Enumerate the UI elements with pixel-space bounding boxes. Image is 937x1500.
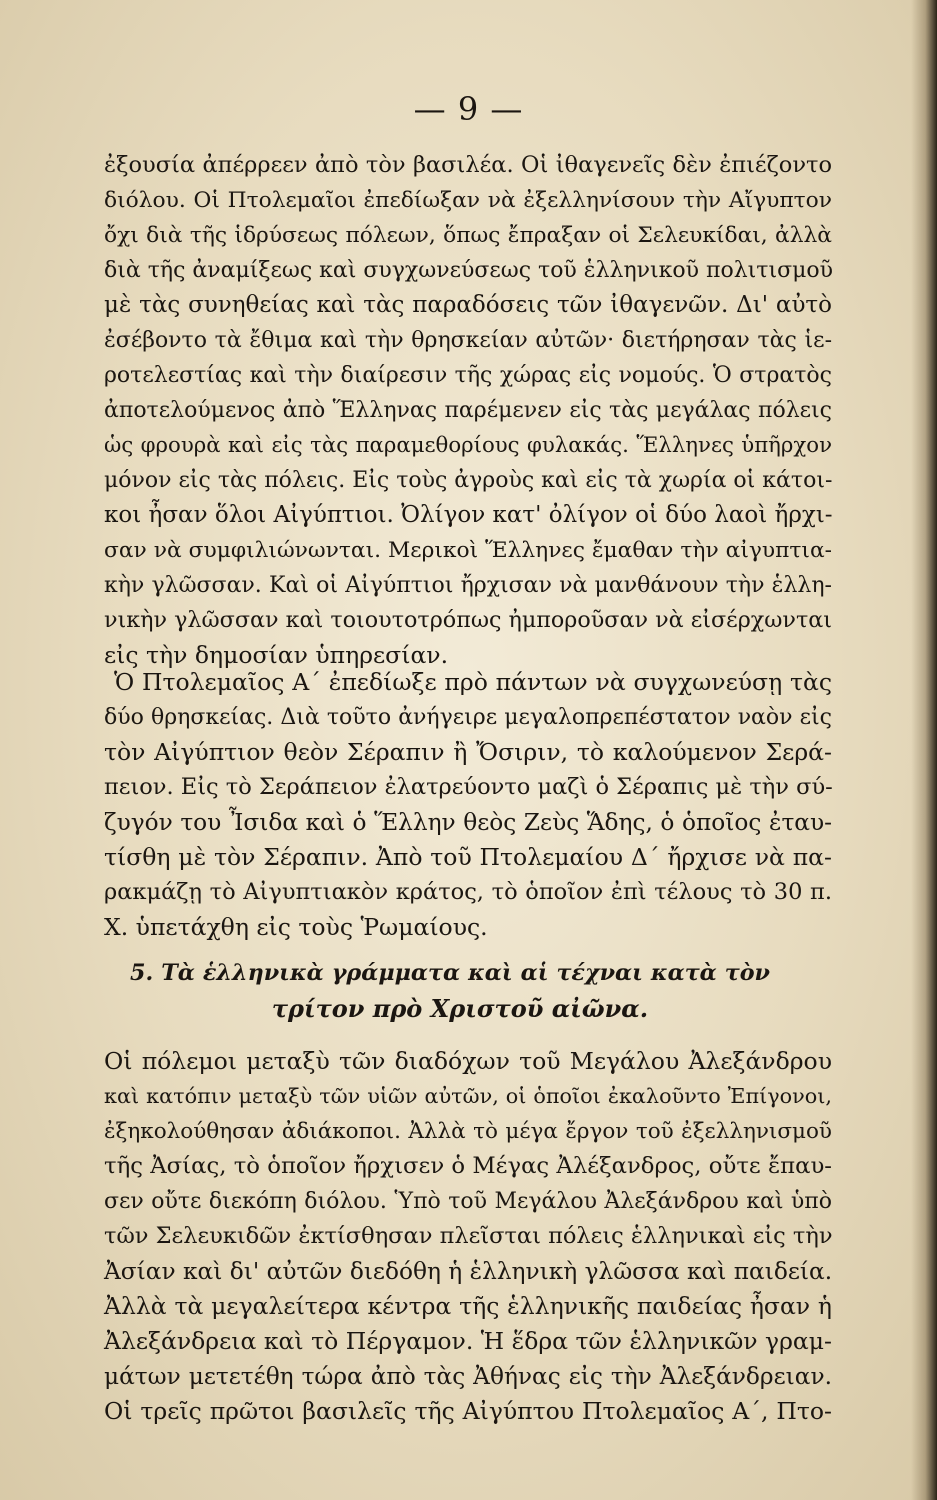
text-line: ὄχι διὰ τῆς ἱδρύσεως πόλεων, ὅπως ἔπραξαν οἱ Σελευκίδαι, ἀλλὰ: [104, 223, 832, 248]
text-line: μόνον εἰς τὰς πόλεις. Εἰς τοὺς ἀγροὺς καὶ εἰς τὰ χωρία οἱ κάτοι-: [104, 468, 833, 493]
text-line: ἀποτελούμενος ἀπὸ Ἕλληνας παρέμενεν εἰς τὰς μεγάλας πόλεις: [104, 398, 832, 423]
text-line: νικὴν γλῶσσαν καὶ τοιουτοτρόπως ἠμποροῦσαν νὰ εἰσέρχωνται: [104, 607, 833, 633]
section-heading-line: τρίτον πρὸ Χριστοῦ αἰῶνα.: [271, 994, 649, 1023]
text-line: τίσθη μὲ τὸν Σέραπιν. Ἀπὸ τοῦ Πτολεμαίου Δ΄ ἤρχισε νὰ πα-: [104, 843, 832, 871]
text-line: ροτελεστίας καὶ τὴν διαίρεσιν τῆς χώρας εἰς νομούς. Ὁ στρατὸς: [104, 363, 832, 388]
section-heading-line: 5. Τὰ ἑλληνικὰ γράμματα καὶ αἱ τέχναι κατὰ τὸν: [130, 960, 770, 986]
text-line: δύο θρησκείας. Διὰ τοῦτο ἀνήγειρε μεγαλοπρεπέστατον ναὸν εἰς: [104, 705, 832, 730]
text-line: ἐξουσία ἀπέρρεεν ἀπὸ τὸν βασιλέα. Οἱ ἰθαγενεῖς δὲν ἐπιέζοντο: [104, 152, 832, 178]
page-binding-edge: [911, 0, 937, 1500]
text-line: ρακμάζῃ τὸ Αἰγυπτιακὸν κράτος, τὸ ὁποῖον ἐπὶ τέλους τὸ 30 π.: [104, 879, 832, 905]
paragraph-1: [104, 148, 832, 673]
text-line: μὲ τὰς συνηθείας καὶ τὰς παραδόσεις τῶν ἰθαγενῶν. Δι' αὐτὸ: [104, 292, 832, 318]
text-line: ὡς φρουρὰ καὶ εἰς τὰς παραμεθορίους φυλακάς. Ἕλληνες ὑπῆρχον: [104, 433, 832, 458]
text-line: Οἱ τρεῖς πρῶτοι βασιλεῖς τῆς Αἰγύπτου Πτολεμαῖος Α΄, Πτο-: [104, 1397, 832, 1425]
text-line: διόλου. Οἱ Πτολεμαῖοι ἐπεδίωξαν νὰ ἐξελληνίσουν τὴν Αἴγυπτον: [104, 188, 832, 213]
text-line: ζυγόν του Ἶσιδα καὶ ὁ Ἕλλην θεὸς Ζεὺς Ἅδης, ὁ ὁποῖος ἐταυ-: [104, 809, 832, 836]
text-line: μάτων μετετέθη τώρα ἀπὸ τὰς Ἀθήνας εἰς τὴν Ἀλεξάνδρειαν.: [104, 1363, 832, 1390]
page-number: — 9 —: [413, 90, 524, 128]
text-line: Οἱ πόλεμοι μεταξὺ τῶν διαδόχων τοῦ Μεγάλου Ἀλεξάνδρου: [104, 1047, 832, 1075]
paragraph-3: [104, 1044, 832, 1429]
text-line: τὸν Αἰγύπτιον θεὸν Σέραπιν ἢ Ὄσιριν, τὸ καλούμενον Σερά-: [104, 738, 832, 766]
text-line: σαν νὰ συμφιλιώνωνται. Μερικοὶ Ἕλληνες ἔμαθαν τὴν αἰγυπτια-: [104, 538, 832, 563]
paragraph-2: [104, 665, 832, 945]
text-line: πειον. Εἰς τὸ Σεράπειον ἐλατρεύοντο μαζὶ ὁ Σέραπις μὲ τὴν σύ-: [104, 774, 833, 800]
section-heading: [130, 955, 770, 1027]
text-line: Ἀλλὰ τὰ μεγαλείτερα κέντρα τῆς ἑλληνικῆς παιδείας ἦσαν ἡ: [104, 1292, 832, 1320]
text-line: καὶ κατόπιν μεταξὺ τῶν υἱῶν αὐτῶν, οἱ ὁποῖοι ἐκαλοῦντο Ἐπίγονοι,: [104, 1084, 832, 1108]
text-line: Ἀλεξάνδρεια καὶ τὸ Πέργαμον. Ἡ ἕδρα τῶν ἑλληνικῶν γραμ-: [104, 1327, 832, 1355]
text-line: Ὁ Πτολεμαῖος Α΄ ἐπεδίωξε πρὸ πάντων νὰ συγχωνεύσῃ τὰς: [114, 668, 832, 696]
text-line: εἰς τὴν δημοσίαν ὑπηρεσίαν.: [104, 641, 449, 669]
text-line: ἐξηκολούθησαν ἀδιάκοποι. Ἀλλὰ τὸ μέγα ἔργον τοῦ ἐξελληνισμοῦ: [104, 1119, 832, 1144]
text-line: Χ. ὑπετάχθη εἰς τοὺς Ῥωμαίους.: [104, 913, 488, 941]
text-line: κοι ἦσαν ὅλοι Αἰγύπτιοι. Ὀλίγον κατ' ὀλίγον οἱ δύο λαοὶ ἤρχι-: [104, 502, 833, 528]
text-line: διὰ τῆς ἀναμίξεως καὶ συγχωνεύσεως τοῦ ἑλληνικοῦ πολιτισμοῦ: [104, 258, 834, 283]
text-line: Ἀσίαν καὶ δι' αὐτῶν διεδόθη ἡ ἑλληνικὴ γλῶσσα καὶ παιδεία.: [104, 1258, 833, 1285]
text-line: ἐσέβοντο τὰ ἔθιμα καὶ τὴν θρησκείαν αὐτῶν· διετήρησαν τὰς ἱε-: [104, 328, 832, 353]
text-line: τῶν Σελευκιδῶν ἐκτίσθησαν πλεῖσται πόλεις ἑλληνικαὶ εἰς τὴν: [104, 1223, 833, 1249]
text-line: σεν οὔτε διεκόπη διόλου. Ὑπὸ τοῦ Μεγάλου Ἀλεξάνδρου καὶ ὑπὸ: [104, 1189, 832, 1214]
text-line: κὴν γλῶσσαν. Καὶ οἱ Αἰγύπτιοι ἤρχισαν νὰ μανθάνουν τὴν ἑλλη-: [104, 573, 832, 598]
text-line: τῆς Ἀσίας, τὸ ὁποῖον ἤρχισεν ὁ Μέγας Ἀλέξανδρος, οὔτε ἔπαυ-: [104, 1153, 832, 1179]
